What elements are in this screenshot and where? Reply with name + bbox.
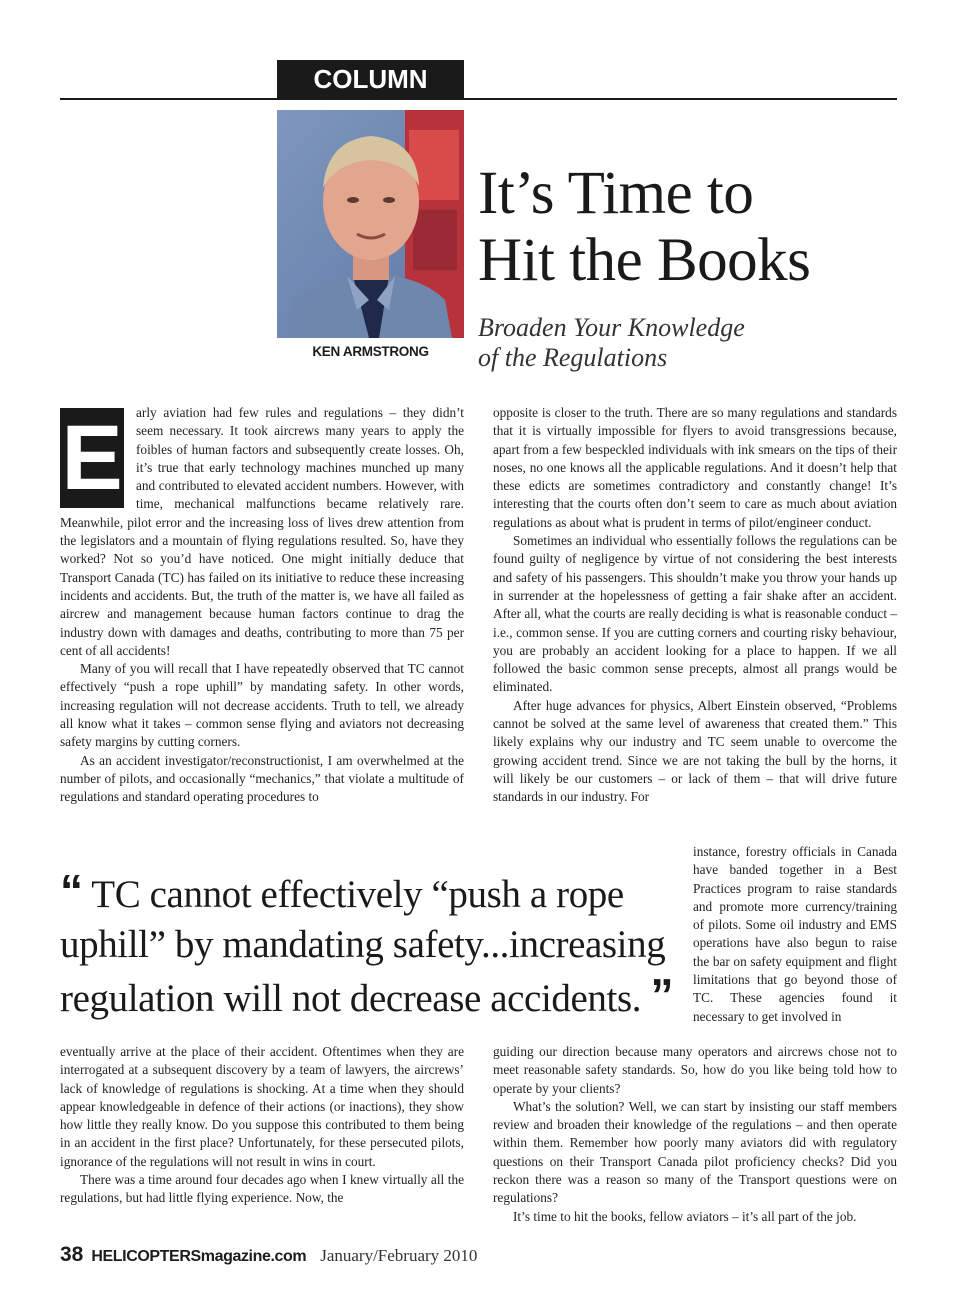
column-1-top: [60, 404, 464, 807]
column-1-bottom: [60, 1043, 464, 1208]
section-tag: COLUMN: [277, 60, 464, 98]
paragraph: It’s time to hit the books, fellow aviators – it’s all part of the job.: [513, 1208, 857, 1224]
issue-date: January/February 2010: [320, 1246, 478, 1265]
author-name: KEN ARMSTRONG: [312, 344, 429, 359]
headline: [478, 160, 908, 294]
page-footer: [60, 1243, 477, 1267]
paragraph: Sometimes an individual who essentially follows the regulations can be found guilty of negligence by virtue of not considering the best interests and safety of his passengers. This shouldn’t make you throw your hands up in surrender at the hopelessness of getting a fair shake after an accident. After all, what the courts are really deciding is what is reasonable conduct – i.e., common sense. If you are cutting corners and courting risky behaviour, you are probably an accident looking for a place to happen. If we all followed the basic common sense precepts, almost all prangs would be eliminated.: [493, 533, 897, 695]
paragraph: eventually arrive at the place of their accident. Oftentimes when they are interrogated at a subsequent discovery by a team of lawyers, the aircrews’ lack of knowledge of regulations is shocking. At a time when they should appear knowledgeable in defence of their actions (or inactions), they show how little they really know. Do you suppose this contributed to them being in an accident in the first place? Unfortunately, for these persecuted pilots, ignorance of the regulations will not result in wins in court.: [60, 1044, 464, 1169]
top-rule: [60, 98, 897, 100]
pull-quote: [60, 866, 690, 1024]
headline-line-2: Hit the Books: [478, 227, 811, 294]
pull-quote-text: TC cannot effectively “push a rope uphill” by mandating safety...increasing regulation will not decrease accidents.: [60, 873, 666, 1020]
headline-line-1: It’s Time to: [478, 160, 754, 227]
paragraph: After huge advances for physics, Albert Einstein observed, “Problems cannot be solved at the same level of awareness that created them.” This likely explains why our industry and TC seem unable to overcome the growing accident trend. Since we are not taking the bull by the horns, it will likely be our customers – or lack of them – that will drive future standards in our industry. For: [493, 697, 897, 805]
author-photo: [277, 110, 464, 338]
paragraph: What’s the solution? Well, we can start by insisting our staff members review and broaden their knowledge of the regulations – and then operate within them. Remember how poorly many aviators did with regulatory questions on their Transport Canada pilot proficiency checks? Did you reckon there was a reason so many of the Transport questions were on regulations?: [493, 1098, 897, 1206]
close-quote-mark: ”: [650, 969, 674, 1021]
paragraph: Many of you will recall that I have repeatedly observed that TC cannot effectively “push a rope uphill” by mandating safety. In other words, increasing regulation will not decrease accidents. Truth to tell, we already all know what it takes – common sense flying and aviators not decreasing safety margins by cutting corners.: [60, 661, 464, 750]
deck-line-2: of the Regulations: [478, 343, 668, 372]
paragraph: There was a time around four decades ago when I knew virtually all the regulations, but had little flying experience. Now, the: [60, 1172, 464, 1206]
paragraph: guiding our direction because many operators and aircrews chose not to meet reasonable safety standards. So, how do you like being told how to operate by your clients?: [493, 1044, 897, 1096]
magazine-website: HELICOPTERSmagazine.com: [91, 1248, 307, 1265]
deck-line-1: Broaden Your Knowledge: [478, 313, 745, 342]
drop-cap: E: [61, 407, 123, 509]
column-2-narrow: [693, 843, 897, 1026]
column-2-bottom: [493, 1043, 897, 1226]
paragraph: As an accident investigator/reconstructionist, I am overwhelmed at the number of pilots, and occasionally “mechanics,” that violate a multitude of regulations and standard operating procedures to: [60, 752, 464, 805]
paragraph: instance, forestry officials in Canada have banded together in a Best Practices program to raise standards and promote more currency/training of pilots. Some oil industry and EMS operations have also begun to raise the bar on safety equipment and flight limitations that go beyond those of TC. These agencies found it necessary to get involved in: [693, 844, 897, 1024]
paragraph: arly aviation had few rules and regulations – they didn’t seem necessary. It took aircrews many years to apply the foibles of human factors and subsequently create losses. Oh, it’s true that early technology machines munched up many and contributed to elevated accident numbers. However, with time, mechanical malfunctions became relatively rare. Meanwhile, pilot error and the increasing loss of lives drew attention from the legislators and a mountain of flying regulations resulted. So, have they worked? Not so you’d have noticed. One might initially deduce that Transport Canada (TC) has failed on its initiative to reduce these increasing incidents and accidents. But, the truth of the matter is, we have all failed as aircrew and management because human factors continue to drag the industry down with damages and deaths, contributing to more than 75 per cent of all accidents!: [60, 405, 464, 658]
column-2-top: [493, 404, 897, 807]
page-number: 38: [60, 1243, 84, 1266]
open-quote-mark: “: [60, 865, 83, 917]
deck: [478, 313, 898, 373]
paragraph: opposite is closer to the truth. There are so many regulations and standards that it is virtually impossible for flyers to avoid transgressions because, apart from a few bespeckled individuals with ink smears on the tips of their noses, no one knows all the applicable regulations. And it doesn’t help that these edicts are sometimes contradictory and constantly change! It’s interesting that the courts often don’t seem to care as much about aviation regulations as about what is prudent in terms of pilot/engineer conduct.: [493, 405, 897, 530]
